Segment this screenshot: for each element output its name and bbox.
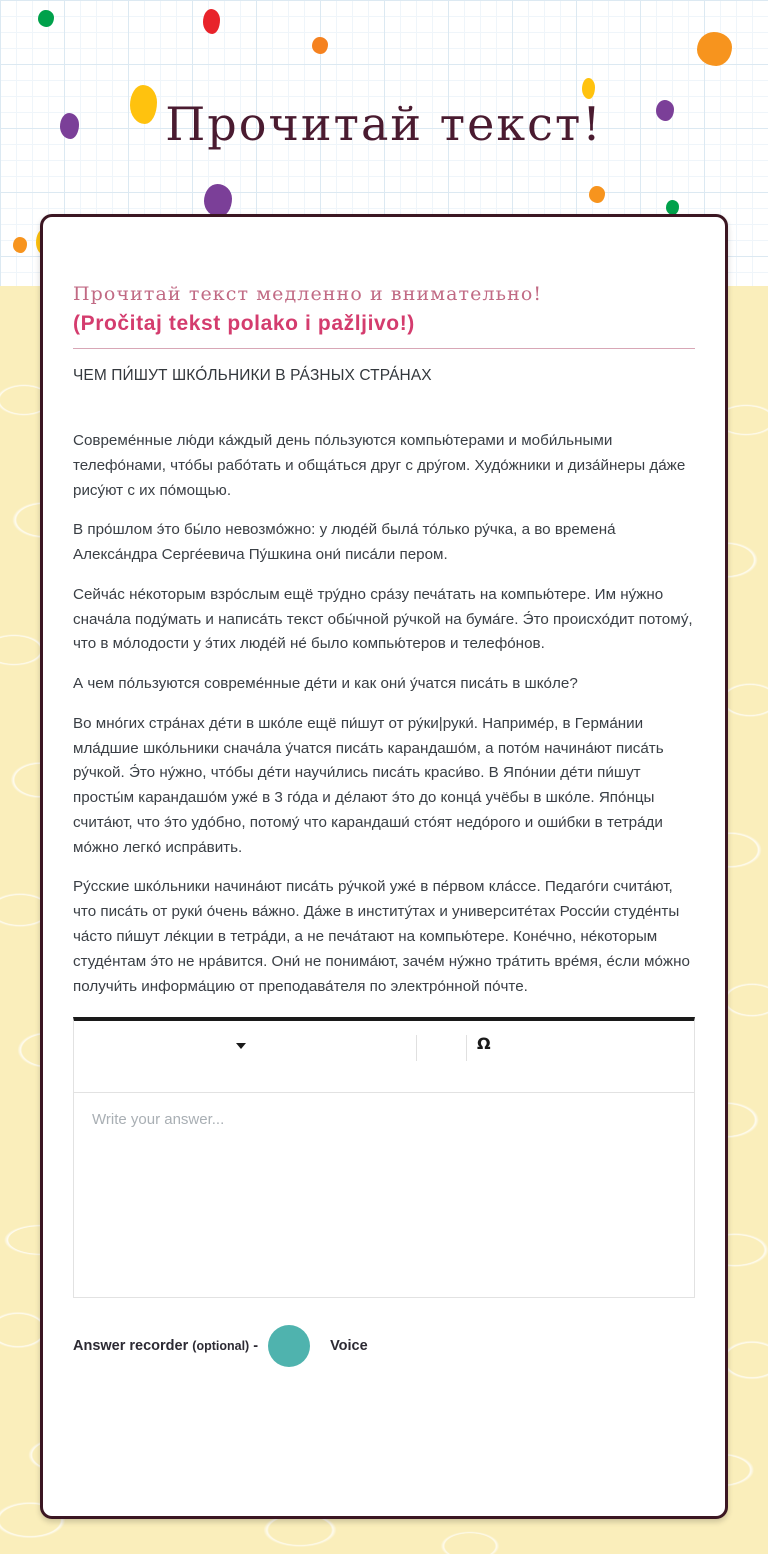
page-title: Прочитай текст! bbox=[165, 97, 603, 151]
toolbar-separator bbox=[416, 1035, 417, 1061]
recorder-label: Answer recorder bbox=[73, 1338, 193, 1355]
passage-paragraph: Ру́сские шко́льники начина́ют писа́ть ру́чкой уже́ в пе́рвом кла́ссе. Педаго́ги счита́ют, что писа́ть от руки́ о́чень ва́жно. Да́же в институ́тах и университе́тах Росси́и студе́нты ча́сто пи́шут ле́кции в тетра́ди, а не печа́тают на компью́тере. Коне́чно, не́которым студе́нтам э́то не нра́вится. Они́ не понима́ют, заче́м ну́жно тра́тить вре́мя, е́сли мо́жно получи́ть информа́цию от преподава́теля по электро́нной по́чте. bbox=[73, 878, 690, 995]
green-splatter bbox=[38, 10, 54, 27]
passage-paragraph: В про́шлом э́то бы́ло невозмо́жно: у люде́й была́ то́лько ру́чка, а во времена́ Алекса́ндра Серге́евича Пу́шкина они́ писа́ли пером. bbox=[73, 521, 616, 564]
answer-editor bbox=[73, 1017, 695, 1298]
passage-paragraph: Совреме́нные лю́ди ка́ждый день по́льзуются компью́терами и моби́льными телефо́нами, что́бы рабо́тать и обща́ться друг с дру́гом. Худо́жники и диза́йнеры да́же рису́ют с их по́мощью. bbox=[73, 432, 686, 499]
header-divider bbox=[73, 348, 695, 349]
orange-splatter bbox=[13, 237, 27, 253]
answer-placeholder: Write your answer... bbox=[92, 1111, 225, 1129]
passage-paragraph: Сейча́с не́которым взро́слым ещё тру́дно сра́зу печа́тать на компью́тере. Им ну́жно снача́ла поду́мать и написа́ть текст обы́чной ру́чкой на бума́ге. Э́то происхо́дит потому́, что в мо́лодости у э́тих люде́й не́ было компью́теров и телефо́нов. bbox=[73, 585, 693, 653]
passage-paragraph: А чем по́льзуются совреме́нные де́ти и как они́ у́чатся писа́ть в шко́ле? bbox=[73, 675, 578, 693]
instruction-croatian: (Pročitaj tekst polako i pažljivo!) bbox=[73, 312, 415, 335]
orange-splatter bbox=[589, 186, 605, 203]
red-splatter bbox=[203, 9, 220, 34]
editor-toolbar[interactable] bbox=[73, 1017, 695, 1093]
instruction-russian: Прочитай текст медленно и внимательно! bbox=[73, 283, 543, 305]
yellow-splatter bbox=[582, 78, 595, 99]
reading-passage bbox=[73, 429, 695, 999]
answer-recorder bbox=[73, 1320, 695, 1372]
voice-record-button[interactable] bbox=[268, 1325, 310, 1367]
text-subtitle: ЧЕМ ПИ́ШУТ ШКО́ЛЬНИКИ В РА́ЗНЫХ СТРА́НАХ bbox=[73, 367, 432, 384]
voice-label: Voice bbox=[330, 1338, 368, 1355]
toolbar-separator bbox=[466, 1035, 467, 1061]
purple-splatter bbox=[204, 184, 232, 217]
passage-paragraph: Во мно́гих стра́нах де́ти в шко́ле ещё пи́шут от ру́ки|руки́. Наприме́р, в Герма́нии мла́дшие шко́льники снача́ла у́чатся писа́ть карандашо́м, а пото́м начина́ют писа́ть ру́чкой. Э́то ну́жно, что́бы де́ти научи́лись писа́ть краси́во. В Япо́нии де́ти пи́шут просты́м карандашо́м уже́ в 3 го́да и де́лают э́то до конца́ учёбы в шко́ле. Япо́нцы счита́ют, что э́то удо́бно, потому́ что карандаши́ сто́ят недо́рого и оши́бки в тетра́ди мо́жно легко́ испра́вить. bbox=[73, 714, 664, 856]
special-character-icon[interactable]: Ω bbox=[477, 1034, 491, 1054]
green-splatter bbox=[666, 200, 679, 215]
orange-splatter bbox=[697, 32, 732, 66]
answer-input[interactable] bbox=[73, 1093, 695, 1298]
recorder-optional-note: (optional) bbox=[192, 1339, 250, 1354]
card-content bbox=[43, 217, 725, 999]
recorder-dash: - bbox=[249, 1338, 259, 1355]
reading-task-card bbox=[40, 214, 728, 1519]
orange-splatter bbox=[312, 37, 328, 54]
chevron-down-icon[interactable] bbox=[236, 1043, 246, 1049]
